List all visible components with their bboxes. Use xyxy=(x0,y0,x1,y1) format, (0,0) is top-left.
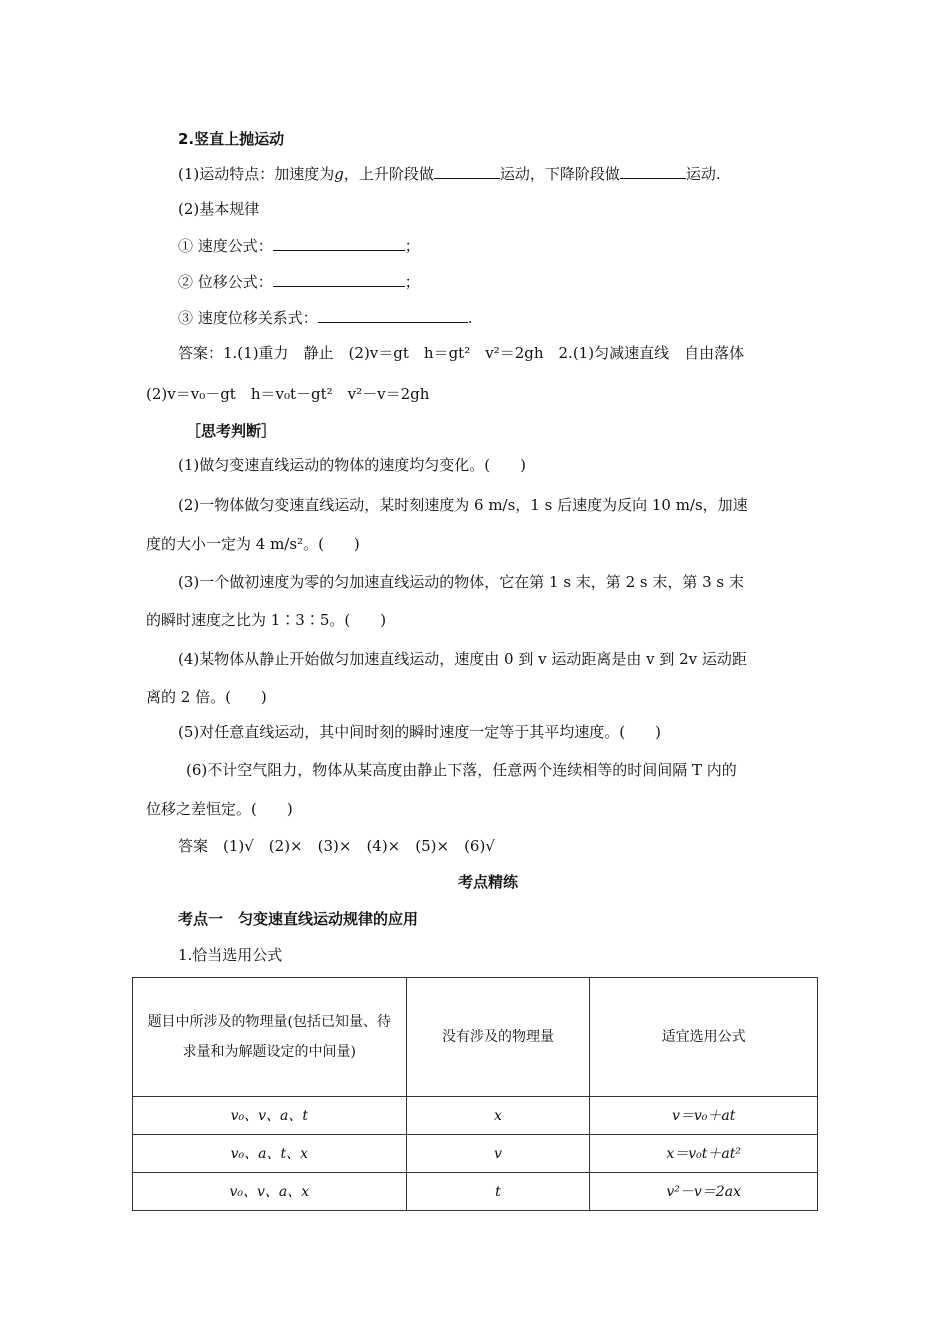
answer-line-1: 答案：1.(1)重力 静止 (2)v＝gt h＝gt² v²＝2gh 2.(1)匀减速直线 自由落体 xyxy=(178,344,745,362)
velocity-formula-label: ① 速度公式： xyxy=(178,237,273,255)
formula-selection-table xyxy=(132,977,818,1211)
judge-question-1: (1)做匀变速直线运动的物体的速度均匀变化。( ) xyxy=(178,456,526,474)
falling-stage-blank[interactable] xyxy=(620,164,686,179)
table-row xyxy=(133,1135,818,1173)
basic-laws-label: (2)基本规律 xyxy=(178,200,260,218)
judge-question-2a: (2)一物体做匀变速直线运动，某时刻速度为 6 m/s，1 s 后速度为反向 10 m/s，加速 xyxy=(178,496,748,514)
cell-formula: v²－v＝2ax xyxy=(590,1173,818,1211)
punctuation: . xyxy=(467,309,473,327)
displacement-formula-blank[interactable] xyxy=(273,272,405,287)
velocity-displacement-line xyxy=(178,308,473,328)
judge-question-5: (5)对任意直线运动，其中间时刻的瞬时速度一定等于其平均速度。( ) xyxy=(178,723,661,741)
motion-features-line xyxy=(178,164,721,184)
header-suitable-formula: 适宜选用公式 xyxy=(590,978,818,1097)
motion-features-text-c: 运动，下降阶段做 xyxy=(499,165,620,183)
judge-question-4a: (4)某物体从静止开始做匀加速直线运动，速度由 0 到 v 运动距离是由 v 到 2v 运动距 xyxy=(178,650,747,668)
motion-features-text-a: (1)运动特点：加速度为 xyxy=(178,165,335,183)
table-row xyxy=(133,1097,818,1135)
judge-question-3b: 的瞬时速度之比为 1∶3∶5。( ) xyxy=(146,611,387,629)
rising-stage-blank[interactable] xyxy=(434,164,500,179)
judge-question-3a: (3)一个做初速度为零的匀加速直线运动的物体，它在第 1 s 末，第 2 s 末，第 3 s 末 xyxy=(178,573,744,591)
velocity-formula-blank[interactable] xyxy=(273,236,405,251)
judge-question-6a: (6)不计空气阻力，物体从某高度由静止下落，任意两个连续相等的时间间隔 T 内的 xyxy=(186,761,737,779)
practice-title: 考点精练 xyxy=(458,873,519,891)
velocity-displacement-blank[interactable] xyxy=(318,308,468,323)
judge-question-4b: 离的 2 倍。( ) xyxy=(146,688,267,706)
header-missing-quantity: 没有涉及的物理量 xyxy=(406,978,590,1097)
table-row xyxy=(133,1173,818,1211)
cell-formula: v＝v₀＋at xyxy=(590,1097,818,1135)
cell-missing: t xyxy=(406,1173,590,1211)
section-heading-vertical-throw: 2.竖直上抛运动 xyxy=(178,130,285,148)
header-quantities: 题目中所涉及的物理量(包括已知量、待求量和为解题设定的中间量) xyxy=(133,978,407,1097)
velocity-displacement-label: ③ 速度位移关系式： xyxy=(178,309,318,327)
cell-given: v₀、v、a、x xyxy=(133,1173,407,1211)
displacement-formula-line xyxy=(178,272,420,292)
motion-features-text-b: ，上升阶段做 xyxy=(343,165,434,183)
motion-features-text-d: 运动. xyxy=(685,165,721,183)
judge-question-6b: 位移之差恒定。( ) xyxy=(146,800,293,818)
displacement-formula-label: ② 位移公式： xyxy=(178,273,273,291)
topic-heading: 考点一 匀变速直线运动规律的应用 xyxy=(178,910,419,928)
judge-question-2b: 度的大小一定为 4 m/s²。( ) xyxy=(146,535,360,553)
cell-missing: x xyxy=(406,1097,590,1135)
cell-missing: v xyxy=(406,1135,590,1173)
judge-heading: ［思考判断］ xyxy=(186,422,277,440)
punctuation: ； xyxy=(404,273,420,291)
cell-formula: x＝v₀t＋at² xyxy=(590,1135,818,1173)
cell-given: v₀、v、a、t xyxy=(133,1097,407,1135)
cell-given: v₀、a、t、x xyxy=(133,1135,407,1173)
judge-answer: 答案 (1)√ (2)× (3)× (4)× (5)× (6)√ xyxy=(178,837,495,855)
answer-line-2: (2)v＝v₀－gt h＝v₀t－gt² v²－v＝2gh xyxy=(146,385,430,403)
velocity-formula-line xyxy=(178,236,420,256)
subtopic-label: 1.恰当选用公式 xyxy=(178,946,283,964)
punctuation: ； xyxy=(404,237,420,255)
acceleration-symbol: g xyxy=(334,165,344,183)
table-header-row xyxy=(133,978,818,1097)
